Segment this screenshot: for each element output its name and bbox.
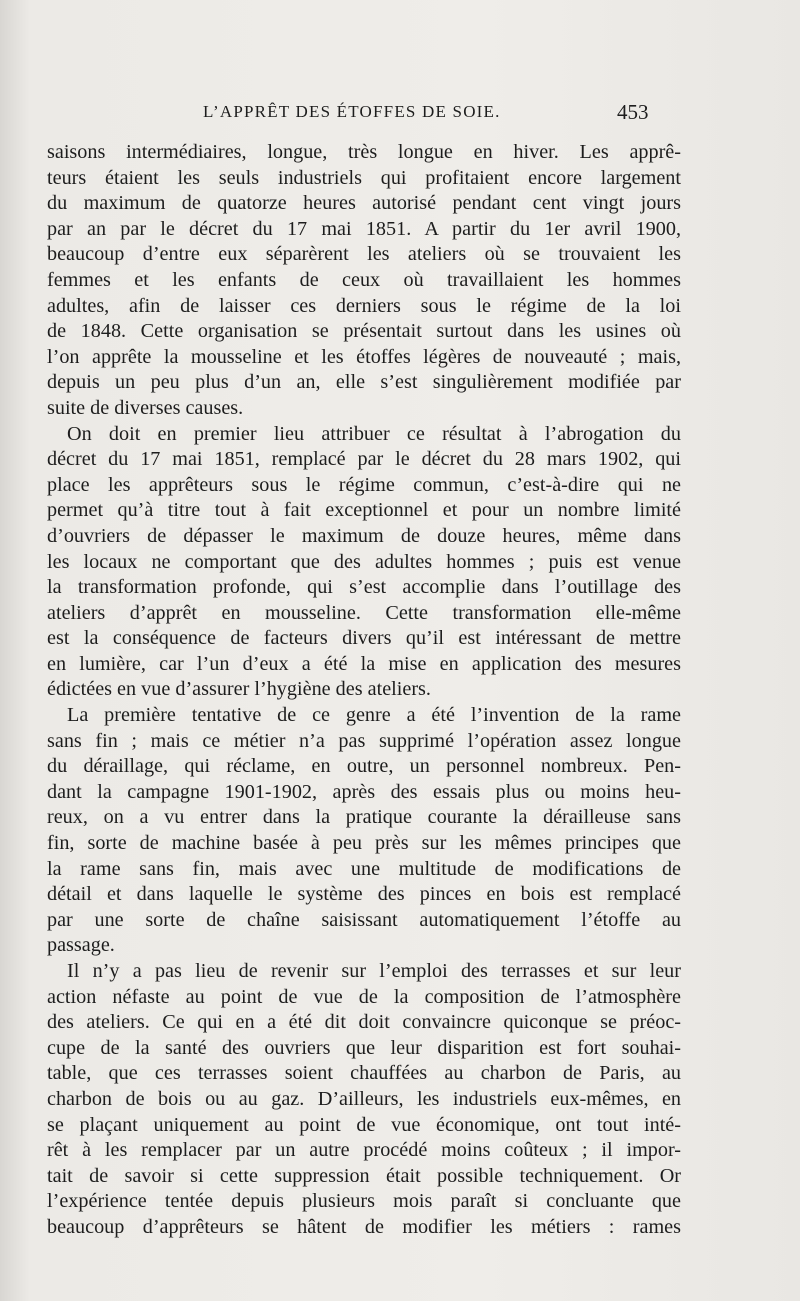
text-line: charbon de bois ou au gaz. D’ailleurs, les industriels eux-mêmes, en <box>47 1087 681 1110</box>
text-line: adultes, afin de laisser ces derniers sous le régime de la loi <box>47 294 681 317</box>
text-line: teurs étaient les seuls industriels qui profitaient encore largement <box>47 166 681 189</box>
text-line: passage. <box>47 934 115 957</box>
text-line: l’expérience tentée depuis plusieurs mois paraît si concluante que <box>47 1190 681 1213</box>
text-line: place les apprêteurs sous le régime commun, c’est-à-dire qui ne <box>47 473 681 496</box>
text-line: reux, on a vu entrer dans la pratique courante la dérailleuse sans <box>47 806 681 829</box>
text-line: tait de savoir si cette suppression était possible techniquement. Or <box>47 1164 681 1187</box>
text-line: On doit en premier lieu attribuer ce résultat à l’abrogation du <box>67 422 681 445</box>
text-line: table, que ces terrasses soient chauffées au charbon de Paris, au <box>47 1062 681 1085</box>
text-line: saisons intermédiaires, longue, très longue en hiver. Les apprê- <box>47 141 681 163</box>
text-line: permet qu’à titre tout à fait exceptionnel et pour un nombre limité <box>47 499 681 522</box>
text-line: depuis un peu plus d’un an, elle s’est singulièrement modifiée par <box>47 371 681 394</box>
text-line: Il n’y a pas lieu de revenir sur l’emploi des terrasses et sur leur <box>67 960 681 982</box>
text-line: fin, sorte de machine basée à peu près sur les mêmes principes que <box>47 832 681 855</box>
text-line: des ateliers. Ce qui en a été dit doit convaincre quiconque se préoc- <box>47 1011 681 1034</box>
text-line: beaucoup d’entre eux séparèrent les ateliers où se trouvaient les <box>47 243 681 266</box>
text-line: détail et dans laquelle le système des pinces en bois est remplacé <box>47 883 681 906</box>
running-title: L’APPRÊT DES ÉTOFFES DE SOIE. <box>203 102 501 121</box>
text-line: d’ouvriers de dépasser le maximum de douze heures, même dans <box>47 524 681 547</box>
text-line: de 1848. Cette organisation se présentait surtout dans les usines où <box>47 320 681 343</box>
text-line: les locaux ne comportant que des adultes hommes ; puis est venue <box>47 550 681 573</box>
text-line: édictées en vue d’assurer l’hygiène des ateliers. <box>47 678 431 701</box>
text-line: dant la campagne 1901-1902, après des essais plus ou moins heu- <box>47 780 681 803</box>
text-line: suite de diverses causes. <box>47 396 244 419</box>
text-line: rêt à les remplacer par un autre procédé moins coûteux ; il impor- <box>47 1139 681 1162</box>
text-line: se plaçant uniquement au point de vue économique, ont tout inté- <box>47 1113 681 1136</box>
text-line: ateliers d’apprêt en mousseline. Cette transformation elle-même <box>47 601 681 624</box>
text-line: du maximum de quatorze heures autorisé pendant cent vingt jours <box>47 192 681 215</box>
text-line: cupe de la santé des ouvriers que leur disparition est fort souhai- <box>47 1036 681 1059</box>
text-line: beaucoup d’apprêteurs se hâtent de modifier les métiers : rames <box>47 1215 681 1238</box>
body-text <box>47 140 681 1241</box>
text-line: décret du 17 mai 1851, remplacé par le décret du 28 mars 1902, qui <box>47 448 681 471</box>
page-number: 453 <box>617 100 649 124</box>
text-line: l’on apprête la mousseline et les étoffes légères de nouveauté ; mais, <box>47 345 681 368</box>
text-line: la transformation profonde, qui s’est accomplie dans l’outillage des <box>47 576 681 599</box>
text-line: sans fin ; mais ce métier n’a pas supprimé l’opération assez longue <box>47 729 681 752</box>
page-header <box>0 102 800 132</box>
text-line: la rame sans fin, mais avec une multitude de modifications de <box>47 857 681 880</box>
text-line: La première tentative de ce genre a été l’invention de la rame <box>67 704 681 727</box>
text-line: est la conséquence de facteurs divers qu’il est intéressant de mettre <box>47 627 681 650</box>
text-line: du déraillage, qui réclame, en outre, un personnel nombreux. Pen- <box>47 755 681 778</box>
text-line: par an par le décret du 17 mai 1851. A partir du 1er avril 1900, <box>47 217 681 240</box>
text-line: action néfaste au point de vue de la composition de l’atmosphère <box>47 985 681 1008</box>
text-line: femmes et les enfants de ceux où travaillaient les hommes <box>47 268 681 291</box>
text-line: en lumière, car l’un d’eux a été la mise en application des mesures <box>47 652 681 675</box>
text-line: par une sorte de chaîne saisissant automatiquement l’étoffe au <box>47 908 681 931</box>
